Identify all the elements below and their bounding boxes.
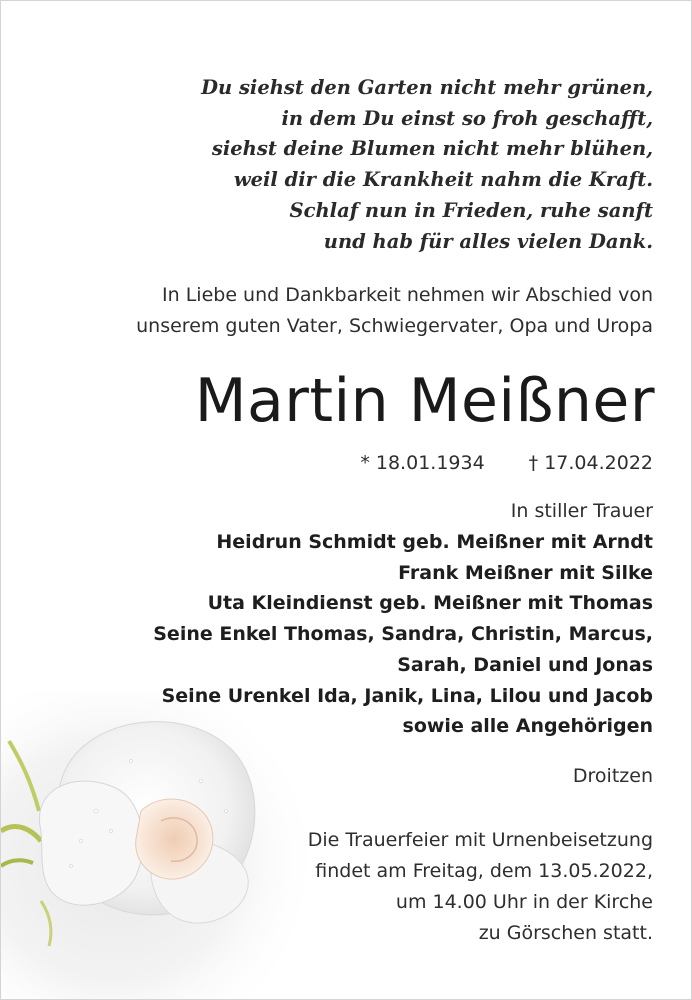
life-dates [360,448,653,478]
poem-line: weil dir die Krankheit nahm die Kraft. [233,168,653,192]
poem-line: Schlaf nun in Frieden, ruhe sanft [289,198,653,222]
funeral-service-info [308,825,653,949]
service-line: zu Görschen statt. [478,922,653,944]
mourner-line: Uta Kleindienst geb. Meißner mit Thomas [207,592,653,615]
poem-line: siehst deine Blumen nicht mehr blühen, [211,137,653,161]
mourner-line: Frank Meißner mit Silke [398,561,653,584]
farewell-intro [136,280,653,342]
mourner-line: Heidrun Schmidt geb. Meißner mit Arndt [216,531,653,553]
poem-line: in dem Du einst so froh geschafft, [281,106,653,130]
intro-line: unserem guten Vater, Schwiegervater, Opa und Uropa [136,315,653,337]
mourner-line: Seine Enkel Thomas, Sandra, Christin, Marcus, [153,623,653,646]
death-date: † 17.04.2022 [528,452,653,474]
intro-line: In Liebe und Dankbarkeit nehmen wir Abschied von [162,284,653,306]
mourner-line: sowie alle Angehörigen [402,715,653,738]
mourning-label: In stiller Trauer [510,500,653,522]
mourners-list [153,527,653,742]
deceased-name: Martin Meißner [194,366,655,436]
poem-line: und hab für alles vielen Dank. [323,229,653,253]
place-name: Droitzen [572,765,653,787]
service-line: findet am Freitag, dem 13.05.2022, [315,860,653,882]
birth-date: * 18.01.1934 [360,452,485,474]
poem-line: Du siehst den Garten nicht mehr grünen, [201,76,653,99]
poem [201,73,653,257]
service-line: um 14.00 Uhr in der Kirche [395,891,653,913]
mourner-line: Sarah, Daniel und Jonas [397,653,653,676]
mourner-line: Seine Urenkel Ida, Janik, Lina, Lilou und Jacob [161,684,653,707]
service-line: Die Trauerfeier mit Urnenbeisetzung [307,829,653,851]
